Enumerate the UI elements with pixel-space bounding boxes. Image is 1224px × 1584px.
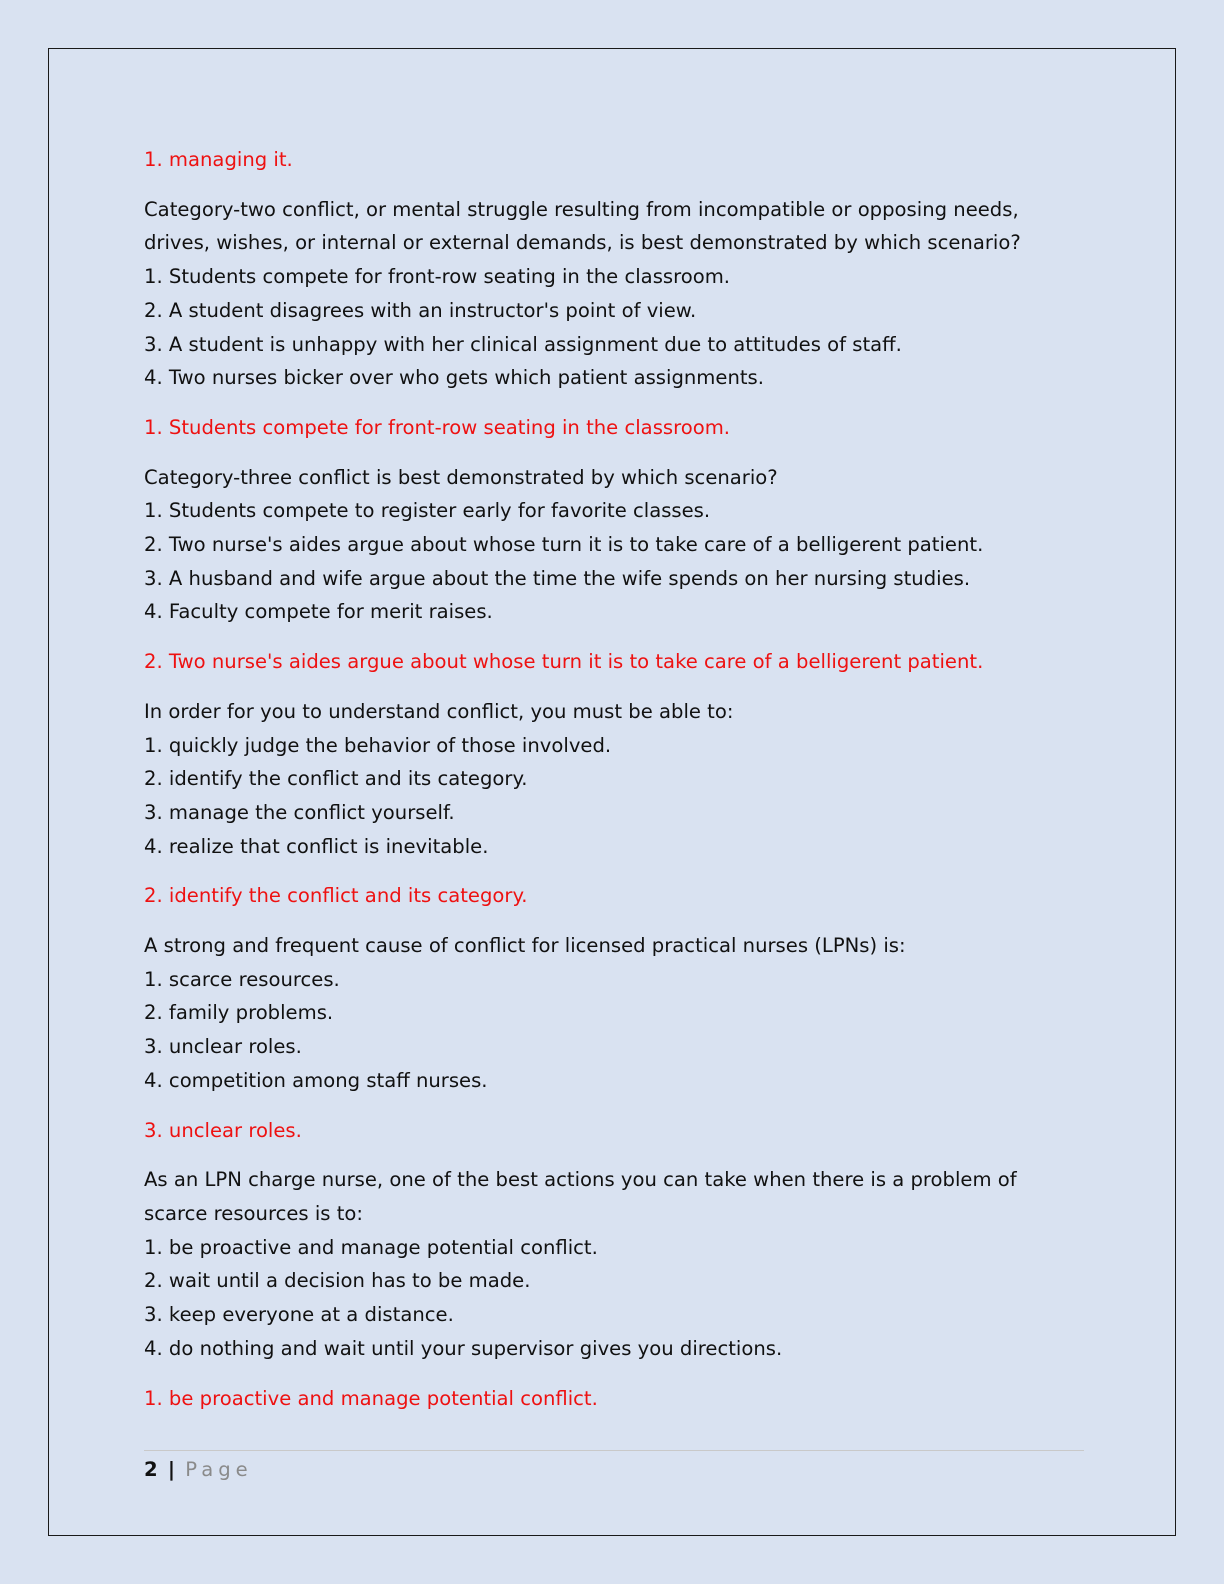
question-text: Category-three conflict is best demonstrated by which scenario?: [144, 465, 778, 489]
question-block: [144, 695, 1084, 864]
page-footer: [144, 1450, 1084, 1483]
answer-option: 2. Two nurse's aides argue about whose turn it is to take care of a belligerent patient.: [144, 533, 984, 557]
answer-option: 4. competition among staff nurses.: [144, 1068, 488, 1092]
answer-text: 1. Students compete for front-row seating in the classroom.: [144, 415, 731, 439]
question-block: [144, 193, 1084, 395]
answer-option: 1. scarce resources.: [144, 967, 340, 991]
answer-option: 2. wait until a decision has to be made.: [144, 1269, 531, 1293]
answer-text: 1. managing it.: [144, 148, 293, 171]
answer-option: 4. realize that conflict is inevitable.: [144, 834, 489, 858]
answer-option: 2. A student disagrees with an instructor's point of view.: [144, 298, 697, 322]
page-label: Page: [185, 1458, 253, 1481]
answer-option: 1. quickly judge the behavior of those involved.: [144, 733, 612, 757]
answer-option: 4. do nothing and wait until your supervisor gives you directions.: [144, 1336, 783, 1360]
question-block: [144, 1163, 1084, 1365]
answer-text: 2. Two nurse's aides argue about whose turn it is to take care of a belligerent patient.: [144, 650, 984, 674]
document-body: [144, 143, 1084, 1431]
page-number: 2: [144, 1458, 158, 1481]
answer-option: 4. Faculty compete for merit raises.: [144, 600, 493, 624]
answer-option: 1. Students compete to register early for favorite classes.: [144, 499, 711, 523]
question-text: As an LPN charge nurse, one of the best actions you can take when there is a problem of scarce resources is to:: [144, 1168, 1017, 1225]
answer-option: 3. keep everyone at a distance.: [144, 1303, 454, 1327]
answer-option: 1. be proactive and manage potential conflict.: [144, 1235, 598, 1259]
answer-text: 2. identify the conflict and its category.: [144, 884, 528, 908]
question-block: [144, 929, 1084, 1098]
question-text: A strong and frequent cause of conflict for licensed practical nurses (LPNs) is:: [144, 934, 906, 958]
answer-option: 2. identify the conflict and its category.: [144, 767, 528, 791]
question-text: In order for you to understand conflict, you must be able to:: [144, 699, 734, 723]
question-text: Category-two conflict, or mental struggle resulting from incompatible or opposing needs, drives, wishes, or internal or external demands, is best demonstrated by which scenario?: [144, 197, 1021, 255]
answer-option: 3. A student is unhappy with her clinical assignment due to attitudes of staff.: [144, 332, 902, 356]
answer-option: 3. A husband and wife argue about the time the wife spends on her nursing studies.: [144, 566, 971, 590]
answer-option: 1. Students compete for front-row seating in the classroom.: [144, 265, 731, 289]
answer-text: 3. unclear roles.: [144, 1118, 302, 1142]
question-block: [144, 461, 1084, 630]
answer-text: 1. be proactive and manage potential conflict.: [144, 1386, 598, 1410]
answer-option: 3. unclear roles.: [144, 1035, 302, 1059]
answer-option: 4. Two nurses bicker over who gets which patient assignments.: [144, 366, 764, 390]
answer-option: 2. family problems.: [144, 1001, 334, 1025]
page-separator: |: [167, 1458, 176, 1481]
answer-option: 3. manage the conflict yourself.: [144, 800, 455, 824]
